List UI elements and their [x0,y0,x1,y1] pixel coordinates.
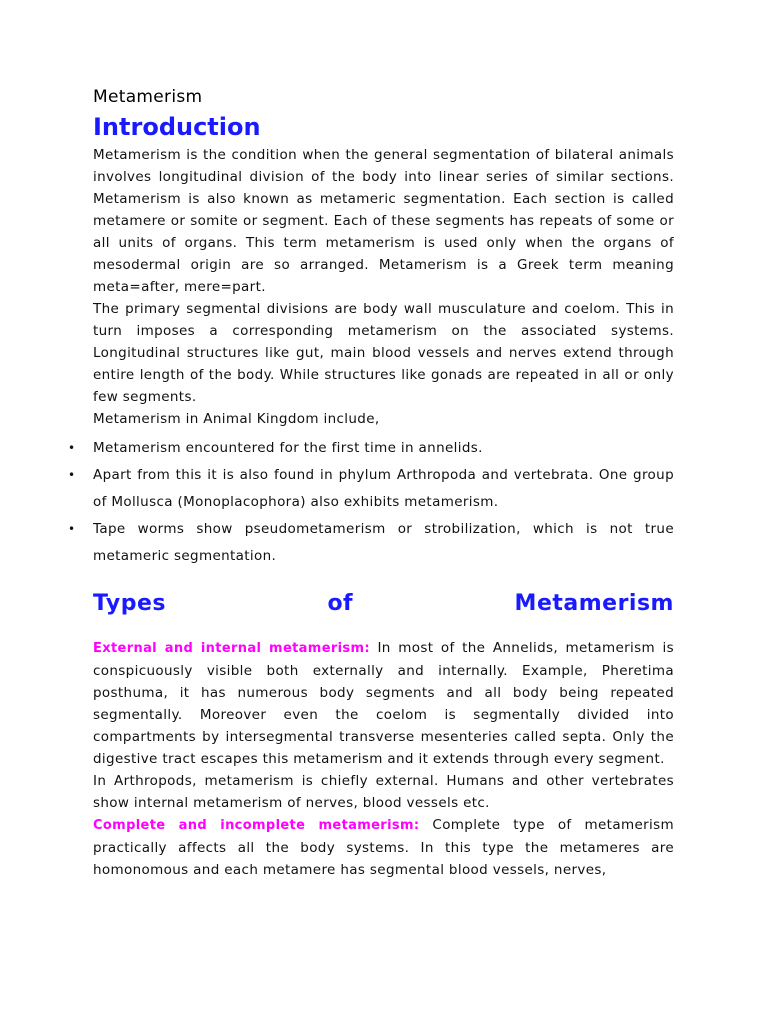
document-page [68,86,674,881]
list-item [68,516,674,570]
section-text: In Arthropods, metamerism is chiefly external. Humans and other vertebrates show internal metamerism of nerves, blood vessels etc. [93,773,674,811]
list-item-text: Apart from this it is also found in phylum Arthropoda and vertebrata. One group of Mollusca (Monoplacophora) also exhibits metamerism. [93,467,674,510]
section-text: Complete type of metamerism practically affects all the body systems. In this type the metameres are homonomous and each metamere has segmental blood vessels, nerves, [93,817,674,878]
types-sections [93,637,674,881]
intro-paragraph-1: Metamerism is the condition when the general segmentation of bilateral animals involves longitudinal division of the body into linear series of similar sections. Metamerism is also known as metameric segmentation. Each section is called metamere or somite or segment. Each of these segments has repeats of some or all units of organs. This term metamerism is used only when the organs of mesodermal origin are so arranged. Metamerism is a Greek term meaning meta=after, mere=part. [93,147,674,295]
bullet-list [68,435,674,570]
arthropods-paragraph [93,770,674,814]
external-internal-paragraph [93,637,674,770]
document-title: Metamerism [93,87,203,107]
bullet-icon: • [68,468,76,482]
list-item-text: Metamerism encountered for the first time in annelids. [93,440,483,456]
section-label: Complete and incomplete metamerism: [93,818,420,833]
bullet-list-wrapper [68,435,674,570]
introduction-heading: Introduction [93,113,261,141]
types-heading-word: Metamerism [514,591,674,616]
bullet-icon: • [68,522,76,536]
list-item [68,435,674,462]
section-label: External and internal metamerism: [93,641,370,656]
types-heading-word: of [327,591,354,616]
intro-paragraph-2: The primary segmental divisions are body wall musculature and coelom. This in turn imposes a corresponding metamerism on the associated systems. Longitudinal structures like gut, main blood vessels and nerves extend through entire length of the body. While structures like gonads are repeated in all or only few segments. [93,301,674,405]
section-text: In most of the Annelids, metamerism is conspicuously visible both externally and internally. Example, Pheretima posthuma, it has numerous body segments and all body being repeated segmentally. Moreover even the coelom is segmentally divided into compartments by intersegmental transverse mesenteries called septa. Only the digestive tract escapes this metamerism and it extends through every segment. [93,640,674,767]
bullet-icon: • [68,441,76,455]
types-of-metamerism-heading [93,589,674,619]
list-item-text: Tape worms show pseudometamerism or strobilization, which is not true metameric segmentation. [93,521,674,564]
types-heading-word: Types [93,591,167,616]
complete-incomplete-paragraph [93,814,674,881]
list-item [68,462,674,516]
intro-paragraph-3: Metamerism in Animal Kingdom include, [93,411,380,427]
